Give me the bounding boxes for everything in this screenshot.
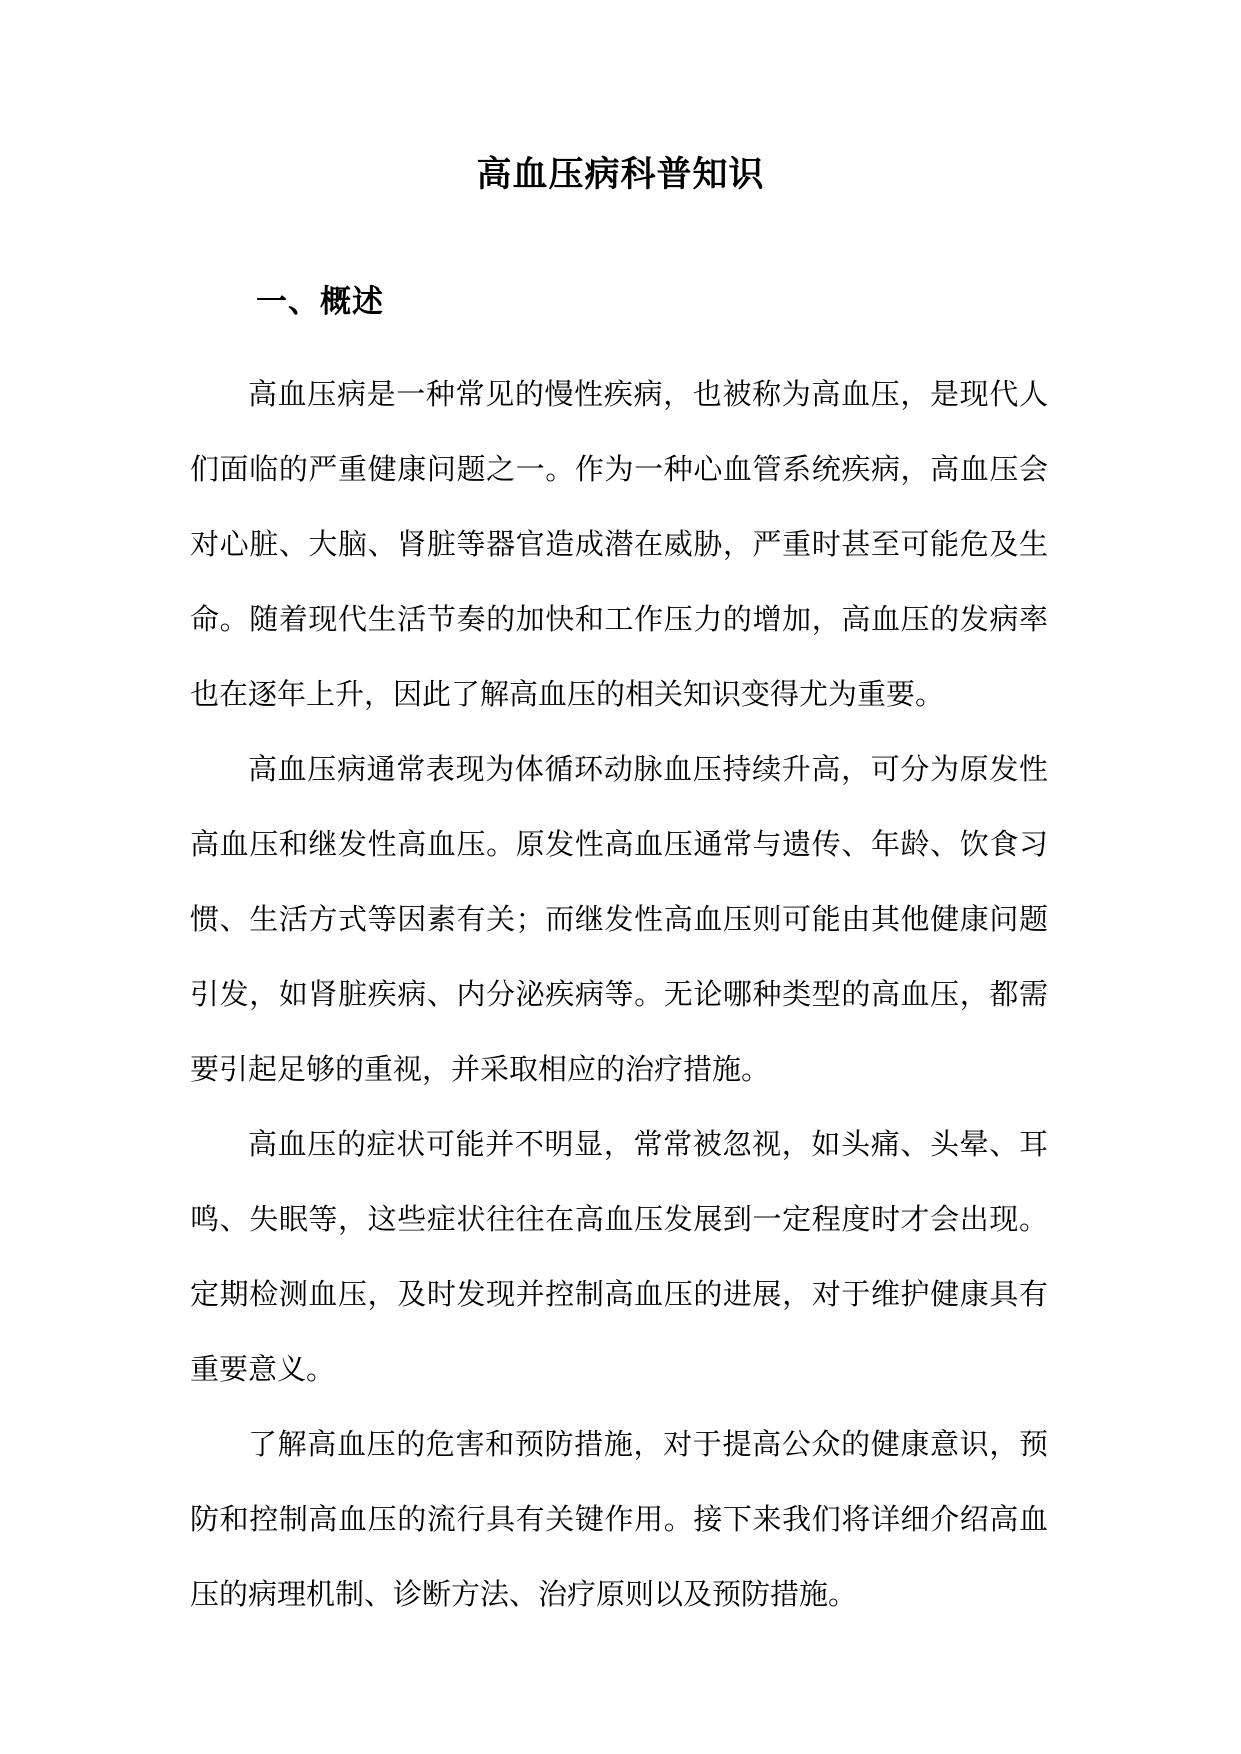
section-heading: 一、概述 (256, 284, 384, 320)
document-body (190, 357, 1048, 1632)
paragraph-prevention: 了解高血压的危害和预防措施，对于提高公众的健康意识，预防和控制高血压的流行具有关键作用。接下来我们将详细介绍高血压的病理机制、诊断方法、治疗原则以及预防措施。 (190, 1427, 1048, 1611)
paragraph-symptoms: 高血压的症状可能并不明显，常常被忽视，如头痛、头晕、耳鸣、失眠等，这些症状往往在高血压发展到一定程度时才会出现。定期检测血压，及时发现并控制高血压的进展，对于维护健康具有重要意义。 (190, 1127, 1048, 1386)
paragraph-overview: 高血压病是一种常见的慢性疾病，也被称为高血压，是现代人们面临的严重健康问题之一。作为一种心血管系统疾病，高血压会对心脏、大脑、肾脏等器官造成潜在威胁，严重时甚至可能危及生命。随着现代生活节奏的加快和工作压力的增加，高血压的发病率也在逐年上升，因此了解高血压的相关知识变得尤为重要。 (190, 377, 1048, 711)
paragraph-types: 高血压病通常表现为体循环动脉血压持续升高，可分为原发性高血压和继发性高血压。原发性高血压通常与遗传、年龄、饮食习惯、生活方式等因素有关；而继发性高血压则可能由其他健康问题引发，如肾脏疾病、内分泌疾病等。无论哪种类型的高血压，都需要引起足够的重视，并采取相应的治疗措施。 (190, 752, 1048, 1086)
document-title: 高血压病科普知识 (476, 154, 765, 195)
